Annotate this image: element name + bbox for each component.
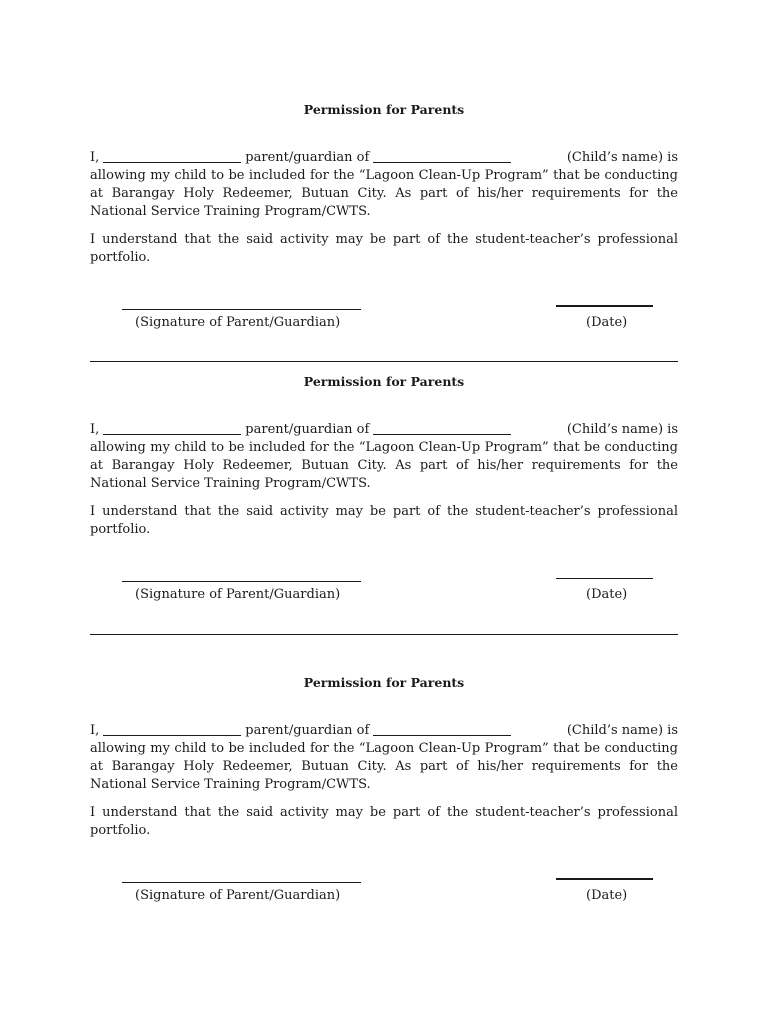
- date-label: (Date): [586, 587, 628, 602]
- permission-form-3: [90, 675, 678, 915]
- consent-paragraph: [90, 421, 678, 493]
- form-title: Permission for Parents: [303, 102, 465, 117]
- consent-paragraph-rest: allowing my child to be included for the “Lagoon Clean-Up Program” that be conducting at Barangay Holy Redeemer, Butuan City. As part of his/her requirements for the National Service Training Program/CWTS.: [90, 168, 678, 219]
- date-line[interactable]: [556, 878, 653, 880]
- form-title: Permission for Parents: [303, 374, 465, 389]
- line-suffix: (Child’s name) is: [566, 422, 678, 437]
- signature-label: (Signature of Parent/Guardian): [135, 888, 341, 903]
- parent-name-blank[interactable]: [103, 421, 241, 435]
- signature-label: (Signature of Parent/Guardian): [135, 587, 341, 602]
- form-title: Permission for Parents: [303, 675, 465, 690]
- parent-name-blank[interactable]: [103, 722, 241, 736]
- portfolio-text: I understand that the said activity may be part of the student-teacher’s professional portfolio.: [90, 232, 678, 265]
- line-suffix: (Child’s name) is: [566, 150, 678, 165]
- line-prefix: I,: [90, 723, 100, 738]
- portfolio-paragraph: [90, 804, 678, 840]
- line-prefix: I,: [90, 150, 100, 165]
- signature-line[interactable]: [122, 581, 361, 582]
- line-suffix: (Child’s name) is: [566, 723, 678, 738]
- date-line[interactable]: [556, 578, 653, 579]
- date-label: (Date): [586, 888, 628, 903]
- consent-paragraph-rest: allowing my child to be included for the “Lagoon Clean-Up Program” that be conducting at Barangay Holy Redeemer, Butuan City. As part of his/her requirements for the National Service Training Program/CWTS.: [90, 741, 678, 792]
- parent-name-blank[interactable]: [103, 149, 241, 163]
- line-prefix: I,: [90, 422, 100, 437]
- signature-label: (Signature of Parent/Guardian): [135, 315, 341, 330]
- signature-line[interactable]: [122, 309, 361, 310]
- line-mid: parent/guardian of: [245, 723, 370, 738]
- consent-paragraph: [90, 149, 678, 221]
- consent-first-line: [90, 722, 678, 740]
- portfolio-text: I understand that the said activity may be part of the student-teacher’s professional portfolio.: [90, 805, 678, 838]
- consent-first-line: [90, 421, 678, 439]
- date-line[interactable]: [556, 305, 653, 307]
- consent-first-line: [90, 149, 678, 167]
- section-divider: [90, 361, 678, 362]
- section-divider: [90, 634, 678, 635]
- permission-form-2: [90, 374, 678, 614]
- date-label: (Date): [586, 315, 628, 330]
- portfolio-paragraph: [90, 231, 678, 267]
- child-name-blank[interactable]: [373, 722, 511, 736]
- consent-paragraph-rest: allowing my child to be included for the “Lagoon Clean-Up Program” that be conducting at Barangay Holy Redeemer, Butuan City. As part of his/her requirements for the National Service Training Program/CWTS.: [90, 440, 678, 491]
- child-name-blank[interactable]: [373, 149, 511, 163]
- line-mid: parent/guardian of: [245, 422, 370, 437]
- permission-form-1: [90, 102, 678, 342]
- portfolio-paragraph: [90, 503, 678, 539]
- child-name-blank[interactable]: [373, 421, 511, 435]
- portfolio-text: I understand that the said activity may be part of the student-teacher’s professional portfolio.: [90, 504, 678, 537]
- signature-line[interactable]: [122, 882, 361, 883]
- consent-paragraph: [90, 722, 678, 794]
- line-mid: parent/guardian of: [245, 150, 370, 165]
